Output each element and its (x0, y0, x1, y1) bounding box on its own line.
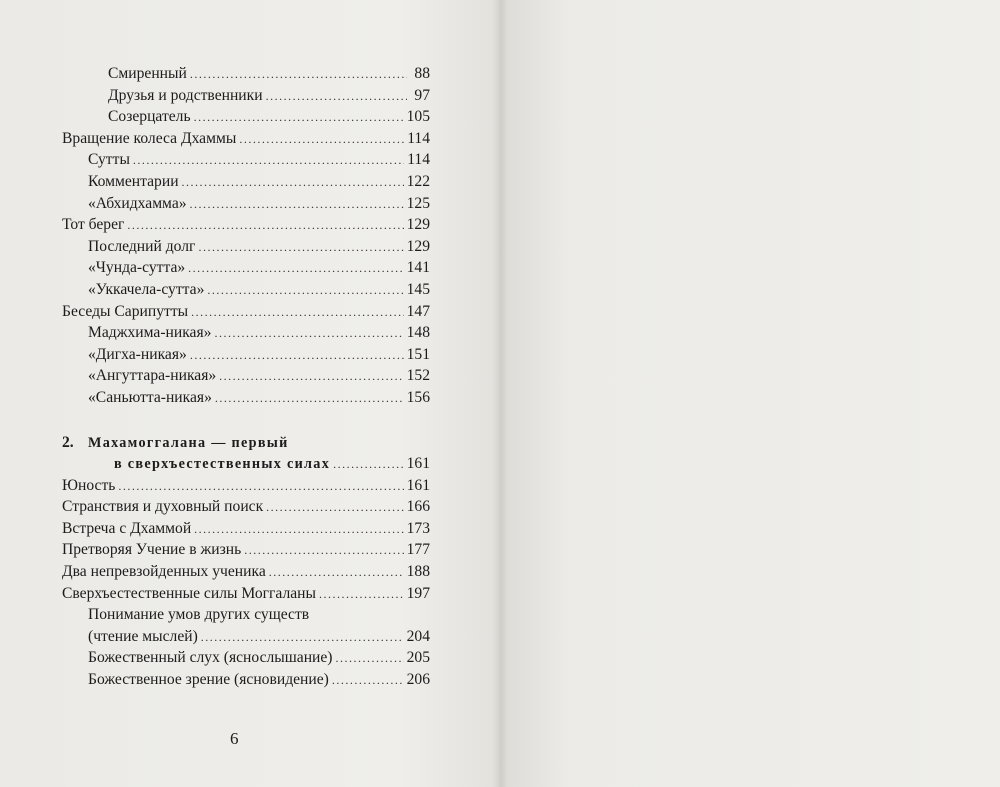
entry-page-number: 114 (407, 129, 430, 147)
toc-entry (62, 214, 430, 236)
entry-page-number: 129 (406, 216, 430, 234)
entry-title: «Ангуттара-никая» (88, 367, 217, 385)
toc-chapter-entry (62, 432, 430, 454)
toc-entry (62, 85, 430, 107)
left-toc (62, 63, 430, 691)
entry-page-number: 197 (406, 584, 430, 602)
toc-entry (62, 171, 430, 193)
toc-entry (62, 647, 430, 669)
entry-title: «Дигха-никая» (88, 345, 187, 363)
entry-page-number: 188 (406, 563, 430, 581)
right-page (500, 0, 1000, 787)
entry-page-number: 114 (407, 151, 430, 169)
toc-entry (62, 63, 430, 85)
dot-leader (194, 519, 403, 541)
dot-leader (188, 258, 403, 280)
toc-entry (62, 626, 430, 648)
dot-leader (214, 323, 403, 345)
toc-entry (62, 561, 430, 583)
dot-leader (191, 302, 403, 324)
entry-page-number: 88 (414, 65, 430, 82)
chapter-title: в сверхъестественных силах (114, 456, 331, 473)
dot-leader (133, 150, 404, 172)
dot-leader (198, 237, 403, 259)
entry-page-number: 156 (406, 388, 430, 406)
entry-page-number: 125 (406, 194, 430, 212)
entry-page-number: 204 (406, 627, 430, 645)
dot-leader (194, 107, 404, 129)
toc-entry (62, 669, 430, 691)
toc-entry (62, 106, 430, 128)
dot-leader (201, 627, 404, 649)
entry-title: Сверхъестественные силы Моггаланы (62, 584, 316, 602)
dot-leader (118, 476, 403, 498)
entry-title: «Саньютта-никая» (88, 388, 212, 406)
toc-entry (62, 193, 430, 215)
entry-page-number: 105 (406, 108, 430, 126)
entry-title: Друзья и родственники (108, 86, 263, 104)
entry-page-number: 152 (406, 367, 430, 385)
toc-entry (62, 518, 430, 540)
toc-entry (62, 322, 430, 344)
entry-title: Странствия и духовный поиск (62, 498, 264, 516)
entry-title: Последний долг (88, 237, 196, 255)
toc-entry (62, 257, 430, 279)
dot-leader (266, 86, 407, 108)
entry-title: Понимание умов других существ (88, 606, 310, 624)
toc-entry (62, 301, 430, 323)
dot-leader (215, 388, 404, 410)
entry-page-number: 177 (406, 541, 430, 559)
entry-page-number: 97 (414, 86, 430, 104)
toc-entry (62, 365, 430, 387)
chapter-title: Махамоггалана — первый (88, 434, 289, 451)
entry-page-number: 166 (406, 498, 430, 516)
entry-page-number: 129 (406, 237, 430, 255)
dot-leader (190, 345, 404, 367)
entry-page-number: 141 (406, 259, 430, 277)
entry-title: Претворяя Учение в жизнь (62, 541, 242, 559)
entry-title: Встреча с Дхаммой (62, 519, 192, 537)
entry-title: Сутты (88, 151, 130, 169)
dot-leader (127, 215, 403, 237)
dot-leader (266, 497, 403, 519)
toc-entry (62, 604, 430, 626)
entry-page-number: 206 (406, 671, 430, 689)
entry-page-number: 205 (406, 649, 430, 667)
dot-leader (332, 670, 404, 692)
entry-title: Тот берег (62, 216, 125, 234)
entry-page-number: 151 (406, 345, 430, 363)
toc-entry (62, 539, 430, 561)
entry-title: Комментарии (88, 172, 179, 190)
toc-entry (62, 496, 430, 518)
toc-entry (62, 344, 430, 366)
dot-leader (207, 280, 403, 302)
entry-page-number: 122 (406, 172, 430, 190)
entry-title: Юность (62, 476, 116, 494)
dot-leader (269, 562, 404, 584)
entry-page-number: 148 (406, 324, 430, 342)
toc-chapter-entry (62, 453, 430, 475)
entry-title: Божественное зрение (ясновидение) (88, 671, 329, 689)
dot-leader (239, 129, 404, 151)
toc-entry (62, 279, 430, 301)
entry-title: «Чунда-сутта» (88, 259, 186, 277)
entry-page-number: 161 (406, 476, 430, 494)
entry-title: Беседы Сарипутты (62, 302, 189, 320)
entry-page-number: 145 (406, 280, 430, 298)
entry-page-number: 173 (406, 519, 430, 537)
left-page-number: 6 (230, 729, 239, 748)
dot-leader (190, 194, 404, 216)
entry-title: Созерцатель (108, 108, 191, 126)
entry-page-number: 147 (406, 302, 430, 320)
dot-leader (336, 648, 404, 670)
dot-leader (182, 172, 404, 194)
entry-page-number: 161 (406, 455, 430, 473)
entry-title: Божественный слух (яснослышание) (88, 649, 333, 667)
entry-title: «Абхидхамма» (88, 194, 187, 212)
entry-title: Маджхима-никая» (88, 324, 212, 342)
entry-title: Два непревзойденных ученика (62, 563, 266, 581)
entry-title: (чтение мыслей) (88, 627, 198, 645)
dot-leader (319, 584, 404, 606)
toc-entry (62, 387, 430, 409)
entry-title: Вращение колеса Дхаммы (62, 129, 237, 147)
dot-leader (244, 540, 403, 562)
chapter-number: 2. (62, 433, 74, 451)
toc-entry (62, 128, 430, 150)
toc-entry (62, 236, 430, 258)
dot-leader (219, 366, 403, 388)
toc-entry (62, 583, 430, 605)
dot-leader (333, 454, 404, 476)
dot-leader (190, 64, 407, 86)
toc-entry (62, 149, 430, 171)
toc-entry (62, 475, 430, 497)
entry-title: «Уккачела-сутта» (88, 280, 205, 298)
book-gutter (492, 0, 508, 787)
entry-title: Смиренный (108, 65, 187, 82)
